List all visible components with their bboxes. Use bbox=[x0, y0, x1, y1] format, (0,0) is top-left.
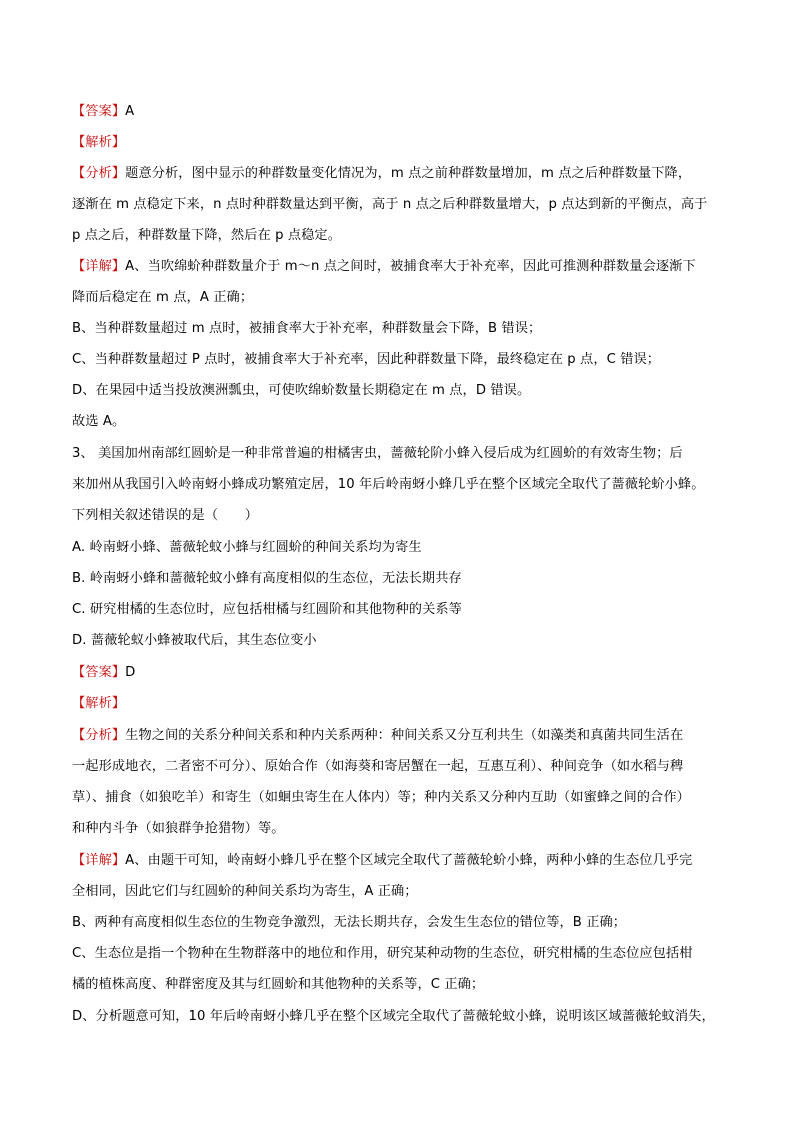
xiangjie-line-1 bbox=[72, 258, 696, 276]
analysis-tag: 【解析】 bbox=[72, 135, 126, 150]
analysis-heading bbox=[72, 134, 125, 152]
option-c: C. 研究柑橘的生态位时，应包括柑橘与红圆阶和其他物种的关系等 bbox=[72, 602, 462, 617]
xiangjie-line-2: 全相同，因此它们与红圆蚧的种间关系均为寄生，A 正确； bbox=[72, 884, 418, 899]
option-a: A. 岭南蚜小蜂、蔷薇轮蚊小蜂与红圆蚧的种间关系均为寄生 bbox=[72, 540, 422, 555]
answer-value: D bbox=[125, 665, 136, 680]
xiangjie-tag: 【详解】 bbox=[72, 853, 126, 868]
fenxi-tag: 【分析】 bbox=[72, 728, 126, 743]
question-stem-line-3: 下列相关叙述错误的是（ ） bbox=[72, 508, 259, 523]
xiangjie-line-6: D、分析题意可知，10 年后岭南蚜小蜂几乎在整个区域完全取代了蔷薇轮蚊小蜂，说明该区域蔷薇轮蚊消失， bbox=[72, 1009, 715, 1024]
document-page bbox=[72, 0, 726, 1122]
fenxi-line-3: p 点之后，种群数量下降，然后在 p 点稳定。 bbox=[72, 228, 341, 243]
analysis-tag: 【解析】 bbox=[72, 696, 126, 711]
xiangjie-line-5: 橘的植株高度、种群密度及其与红圆蚧和其他物种的关系等，C 正确； bbox=[72, 977, 485, 992]
xiangjie-line-3: B、当种群数量超过 m 点时，被捕食率大于补充率，种群数量会下降，B 错误； bbox=[72, 321, 542, 336]
fenxi-text: 题意分析，图中显示的种群数量变化情况为，m 点之前种群数量增加，m 点之后种群数量下降， bbox=[125, 166, 692, 181]
answer-value: A bbox=[125, 104, 135, 119]
fenxi-line-1 bbox=[72, 727, 683, 745]
question-stem-line-2: 来加州从我国引入岭南蚜小蜂成功繁殖定居，10 年后岭南蚜小蜂几乎在整个区域完全取代了蔷薇轮蚧小蜂。 bbox=[72, 477, 705, 492]
conclusion-line: 故选 A。 bbox=[72, 414, 126, 429]
fenxi-line-1 bbox=[72, 165, 691, 183]
analysis-heading bbox=[72, 695, 125, 713]
option-b: B. 岭南蚜小蜂和蔷薇轮蚊小蜂有高度相似的生态位，无法长期共存 bbox=[72, 571, 462, 586]
xiangjie-text: A、由题干可知，岭南蚜小蜂几乎在整个区域完全取代了蔷薇轮蚧小蜂，两种小蜂的生态位几乎完 bbox=[125, 853, 693, 868]
fenxi-tag: 【分析】 bbox=[72, 166, 126, 181]
option-d: D. 蔷薇轮蚁小蜂被取代后，其生态位变小 bbox=[72, 633, 317, 648]
fenxi-text: 生物之间的关系分种间关系和种内关系两种：种间关系又分互利共生（如藻类和真菌共同生活在 bbox=[125, 728, 684, 743]
xiangjie-line-4: C、当种群数量超过 P 点时，被捕食率大于补充率，因此种群数量下降，最终稳定在 p 点，C 错误； bbox=[72, 352, 661, 367]
fenxi-line-3: 草）、捕食（如狼吃羊）和寄生（如蛔虫寄生在人体内）等；种内关系又分种内互助（如蜜蜂之间的合作） bbox=[72, 790, 690, 805]
answer-line bbox=[72, 664, 135, 682]
answer-tag: 【答案】 bbox=[72, 104, 126, 119]
xiangjie-line-3: B、两种有高度相似生态位的生物竞争激烈，无法长期共存，会发生生态位的错位等，B 正确； bbox=[72, 915, 627, 930]
xiangjie-line-4: C、生态位是指一个物种在生物群落中的地位和作用，研究某种动物的生态位，研究柑橘的生态位应包括柑 bbox=[72, 946, 693, 961]
answer-line bbox=[72, 103, 134, 121]
fenxi-line-4: 和种内斗争（如狼群争抢猎物）等。 bbox=[72, 821, 285, 836]
answer-tag: 【答案】 bbox=[72, 665, 126, 680]
xiangjie-text: A、当吹绵蚧种群数量介于 m～n 点之间时，被捕食率大于补充率，因此可推测种群数量会逐渐下 bbox=[125, 259, 696, 274]
xiangjie-line-1 bbox=[72, 852, 692, 870]
xiangjie-line-2: 降而后稳定在 m 点，A 正确； bbox=[72, 290, 254, 305]
fenxi-line-2: 逐渐在 m 点稳定下来，n 点时种群数量达到平衡，高于 n 点之后种群数量增大，p 点达到新的平衡点，高于 bbox=[72, 197, 708, 212]
xiangjie-line-5: D、在果园中适当投放澳洲瓢虫，可使吹绵蚧数量长期稳定在 m 点，D 错误。 bbox=[72, 383, 531, 398]
xiangjie-tag: 【详解】 bbox=[72, 259, 126, 274]
fenxi-line-2: 一起形成地衣，二者密不可分）、原始合作（如海葵和寄居蟹在一起，互惠互利）、种间竞争（如水稻与稗 bbox=[72, 759, 684, 774]
question-stem-line-1: 3、 美国加州南部红圆蚧是一种非常普遍的柑橘害虫，蔷薇轮阶小蜂入侵后成为红圆蚧的有效寄生物；后 bbox=[72, 446, 683, 461]
